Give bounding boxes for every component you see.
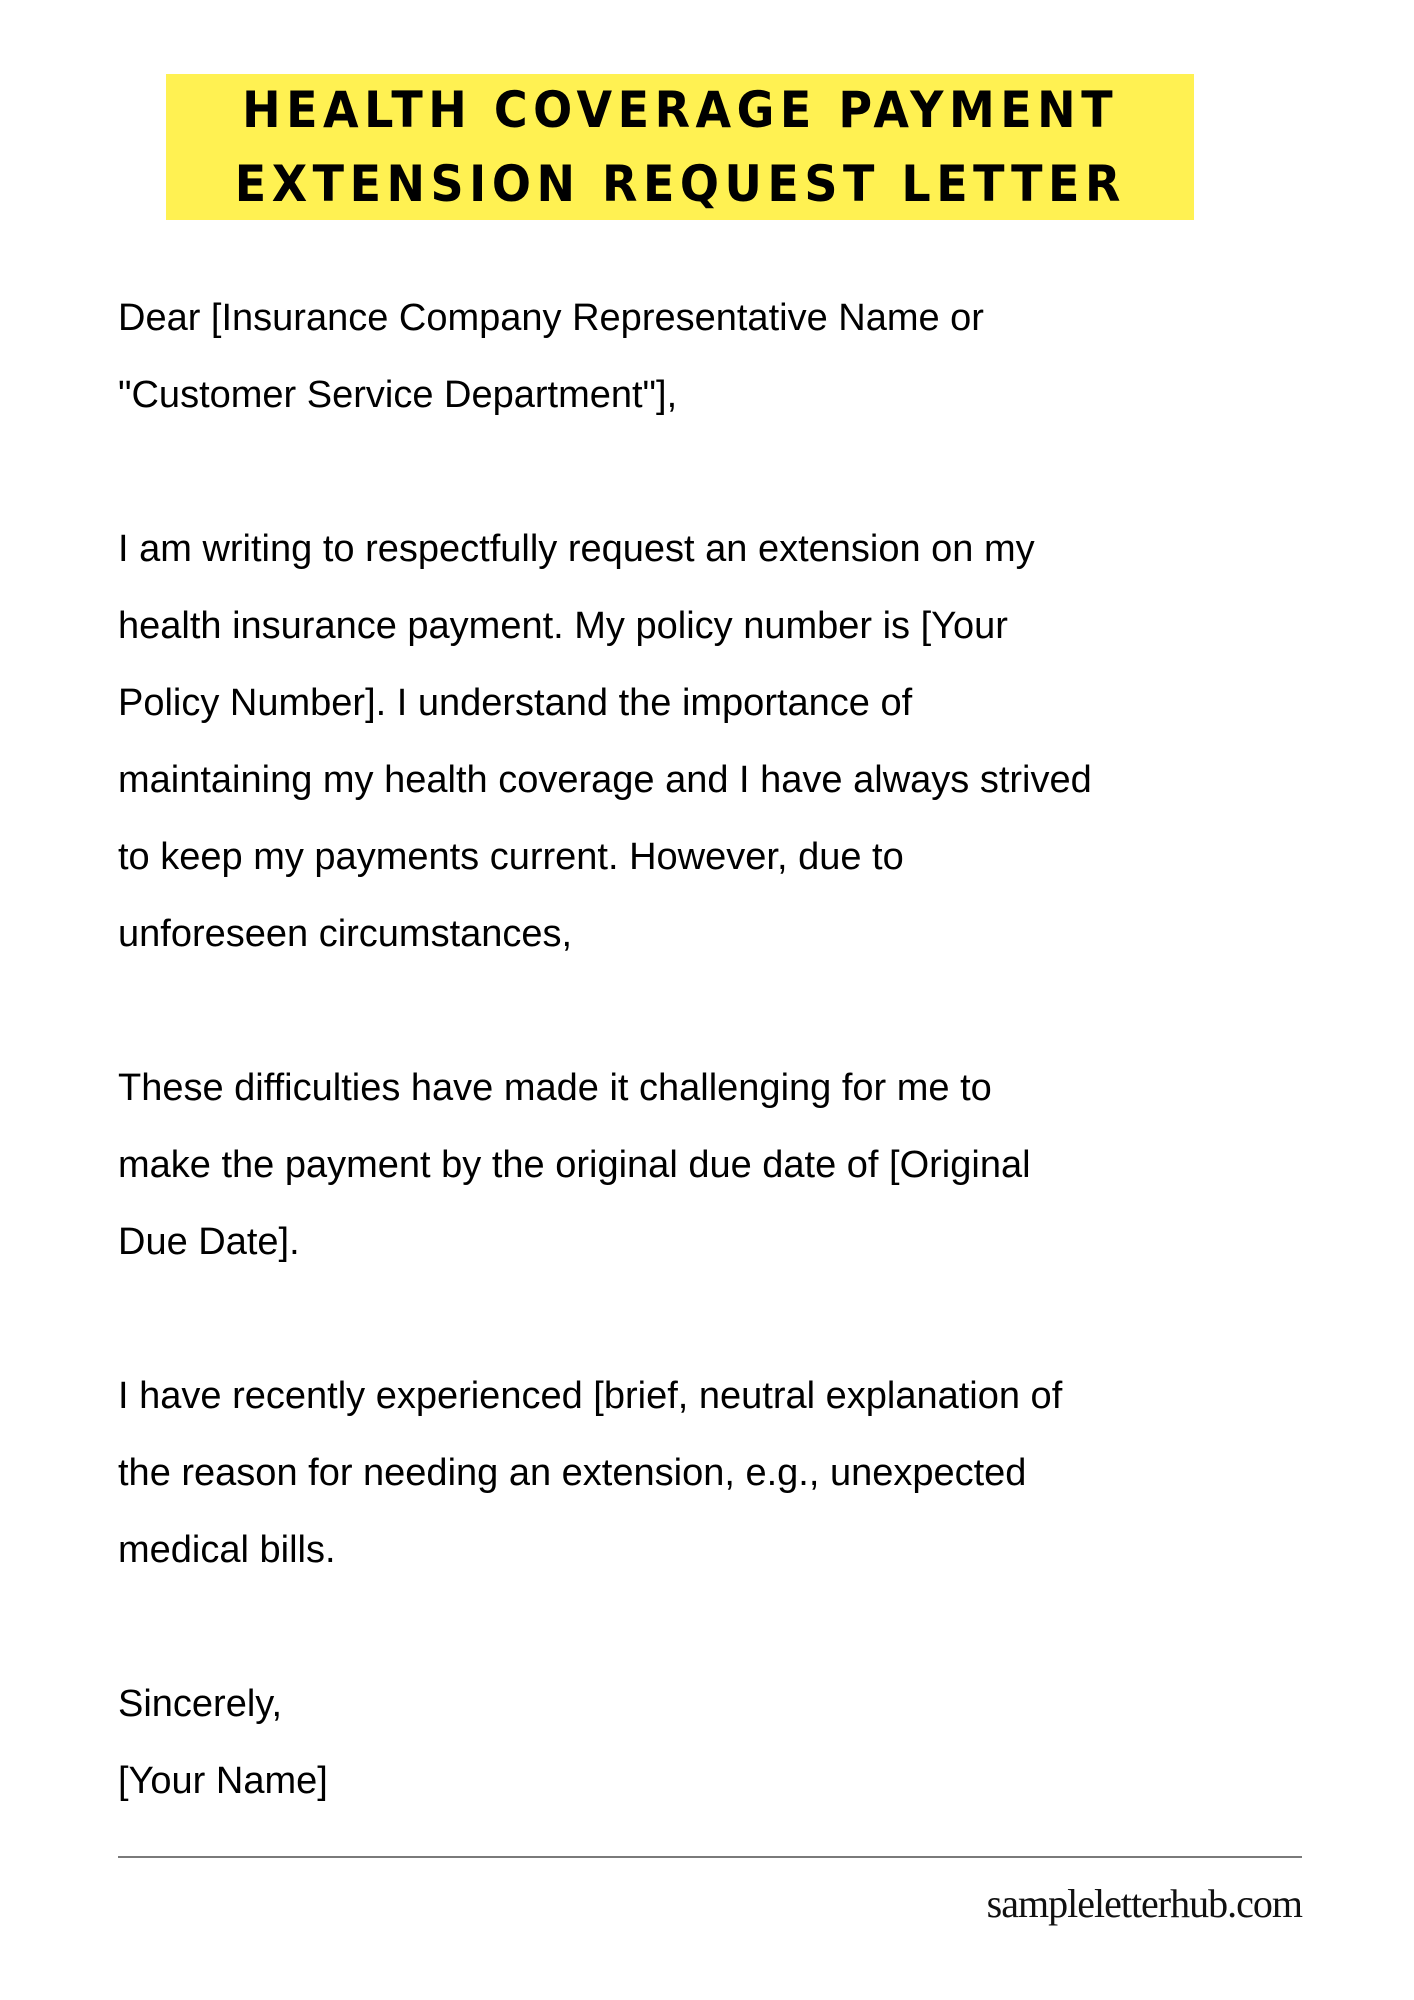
salutation (118, 280, 1358, 434)
paragraph-line: the reason for needing an extension, e.g., unexpected (118, 1452, 1027, 1494)
paragraph-line: to keep my payments current. However, due to (118, 836, 904, 878)
paragraph-line: Due Date]. (118, 1221, 300, 1263)
paragraph-line: I have recently experienced [brief, neutral explanation of (118, 1375, 1063, 1417)
paragraph-line: These difficulties have made it challenging for me to (118, 1067, 992, 1109)
footer-site: sampleletterhub.com (986, 1881, 1302, 1926)
paragraph-line: unforeseen circumstances, (118, 913, 573, 955)
paragraph-difficulties (118, 1050, 1358, 1281)
letter-body (118, 280, 1358, 1820)
footer-divider (118, 1856, 1302, 1858)
title-highlight-box (166, 74, 1194, 220)
paragraph-line: Policy Number]. I understand the importance of (118, 682, 913, 724)
title-line-1: HEALTH COVERAGE PAYMENT (241, 81, 1119, 139)
paragraph-line: medical bills. (118, 1529, 336, 1571)
paragraph-explanation (118, 1358, 1358, 1589)
paragraph-line: I am writing to respectfully request an extension on my (118, 528, 1035, 570)
paragraph-line: maintaining my health coverage and I have always strived (118, 759, 1092, 801)
signature: [Your Name] (118, 1760, 328, 1802)
salutation-line: Dear [Insurance Company Representative Name or (118, 297, 984, 339)
salutation-line: "Customer Service Department"], (118, 374, 678, 416)
paragraph-request (118, 511, 1358, 973)
paragraph-line: make the payment by the original due date of [Original (118, 1144, 1031, 1186)
paragraph-line: health insurance payment. My policy number is [Your (118, 605, 1008, 647)
closing: Sincerely, (118, 1683, 283, 1725)
title-line-2: EXTENSION REQUEST LETTER (234, 155, 1126, 213)
signoff (118, 1666, 1358, 1820)
